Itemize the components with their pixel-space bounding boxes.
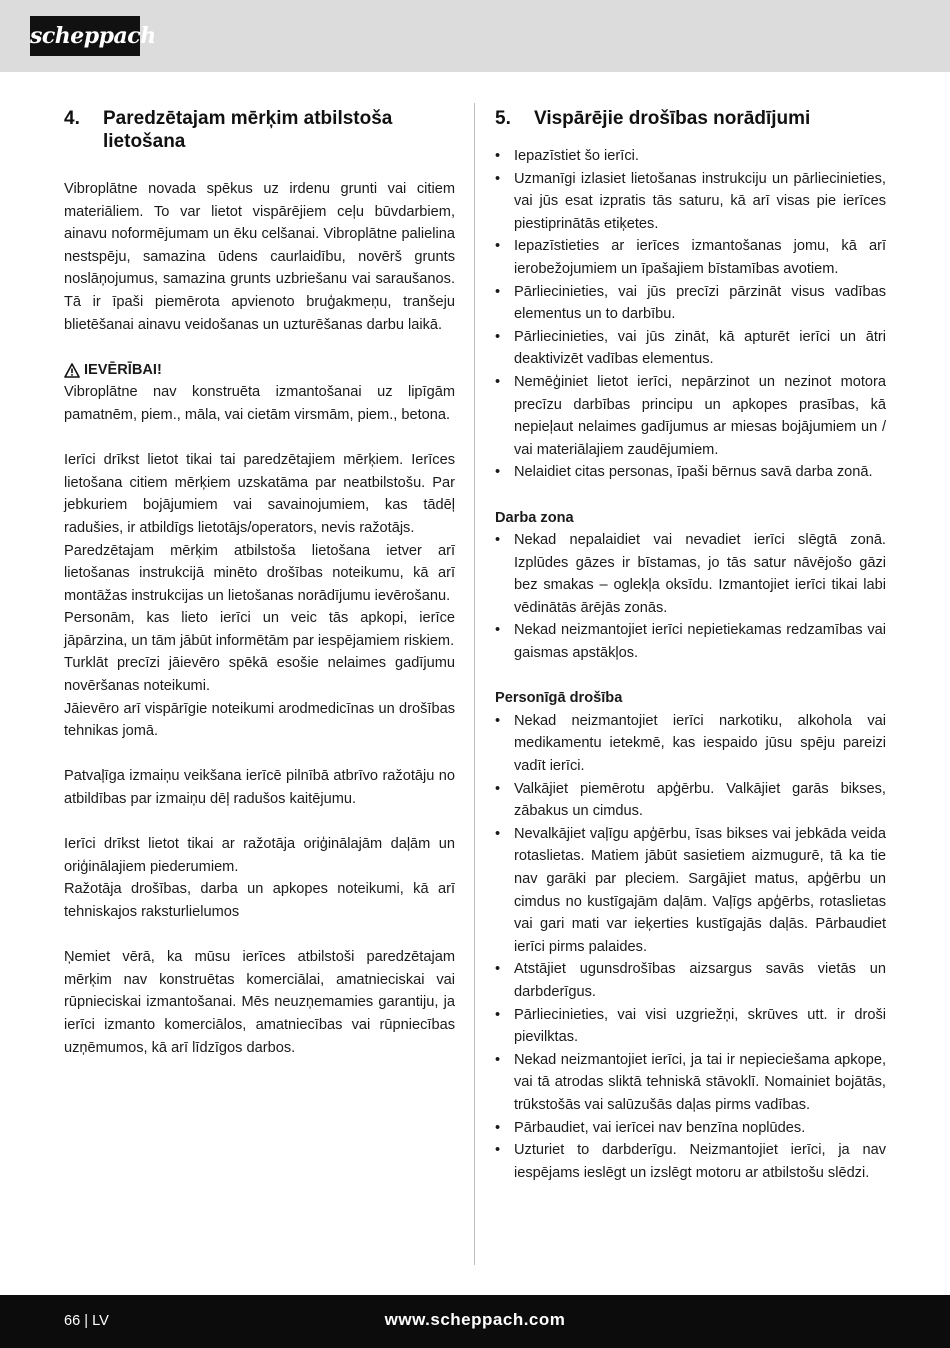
warning-triangle-icon: [64, 363, 80, 378]
work-zone-list: [495, 529, 886, 665]
paragraph: Ņemiet vērā, ka mūsu ierīces atbilstoši paredzētajam mērķim nav konstruētas komerciālai, amatnieciskai vai rūpnieciskai izmantošanai. Mēs neuzņemamies garantiju, ja ierīci izmanto komerciālos, amatniecības vai rūpniecības uzņēmumos, kā arī līdzīgos darbos.: [64, 949, 455, 1056]
paragraph: Patvaļīga izmaiņu veikšana ierīcē pilnībā atbrīvo ražotāju no atbildības par izmaiņu dēļ radušos kaitējumu.: [64, 768, 455, 808]
scheppach-logo: scheppach: [30, 16, 140, 56]
paragraph: Paredzētajam mērķim atbilstoša lietošana ietver arī lietošanas instrukcijā minēto drošības noteikumu, kā arī montāžas instrukcijas un lietošanas norādījumu ievērošanu.: [64, 542, 455, 604]
website-url: www.scheppach.com: [384, 1310, 566, 1329]
list-item: • Nekad neizmantojiet ierīci nepietiekamas redzamības vai gaismas apstākļos.: [495, 619, 886, 664]
page-number: 66 | LV: [64, 1313, 109, 1329]
list-item: • Pārbaudiet, vai ierīcei nav benzīna noplūdes.: [495, 1117, 886, 1140]
list-item: • Nekad neizmantojiet ierīci narkotiku, alkohola vai medikamentu ietekmē, kas iespaido jūsu spēju pareizi vadīt ierīci.: [495, 710, 886, 778]
section-intended-use: [64, 107, 455, 1059]
paragraph: Vibroplātne novada spēkus uz irdenu grunti vai citiem materiāliem. To var lietot vispārējiem ceļu būvdarbiem, ainavu noformējumam un ēku celšanai. Vibroplātne palielina nestspēju, samazina ūdens caurlaidību, novērš grunts noslāņojumus, samazina grunts uzbriešanu vai saraušanos. Tā ir īpaši piemērota apvienoto bruģakmeņu, tranšeju blietēšanai ainavu veidošanas un uzturēšanas darbu laikā.: [64, 181, 455, 333]
list-item: • Pārliecinieties, vai jūs precīzi pārzināt visus vadības elementus un to darbību.: [495, 281, 886, 326]
general-safety-list: [495, 145, 886, 484]
list-item: • Pārliecinieties, vai visi uzgriežņi, skrūves utt. ir droši pievilktas.: [495, 1004, 886, 1049]
section-number: 4.: [64, 108, 80, 129]
section-number: 5.: [495, 108, 511, 129]
list-item: • Uzturiet to darbderīgu. Neizmantojiet ierīci, ja nav iespējams ieslēgt un izslēgt motoru ar atbilstošu slēdzi.: [495, 1139, 886, 1184]
warning-title: IEVĒRĪBAI!: [84, 361, 162, 378]
work-zone-heading: Darba zona: [495, 509, 574, 526]
warning-heading: [64, 359, 455, 382]
list-item: • Nekad neizmantojiet ierīci, ja tai ir nepieciešama apkope, vai tā atrodas sliktā tehniskā stāvoklī. Nomainiet bojātās, trūkstošās vai salūzušās daļas pirms vadības.: [495, 1049, 886, 1117]
list-item: • Valkājiet piemērotu apģērbu. Valkājiet garās bikses, zābakus un cimdus.: [495, 778, 886, 823]
list-item: • Nekad nepalaidiet vai nevadiet ierīci slēgtā zonā. Izplūdes gāzes ir bīstamas, jo tās satur nāvējošo gāzi bez smakas – oglekļa oksīdu. Izmantojiet ierīci tikai labi vēdinātās ārējās zonās.: [495, 529, 886, 619]
section-heading: Paredzētajam mērķim atbilstoša lietošana: [103, 108, 393, 152]
section-4-title: [64, 107, 455, 153]
list-item: • Nevalkājiet vaļīgu apģērbu, īsas bikses vai jebkāda veida rotaslietas. Matiem jābūt sasietiem aizmugurē, tā ka tie nav garāki par pleciem. Sargājiet matus, apģērbu un cimdus no kustīgajām daļām. Vaļīgs apģērbs, rotaslietas vai gari mati var ieķerties kustīgajās daļās. Pārbaudiet ierīci pirms palaides.: [495, 823, 886, 959]
section-5-title: [495, 107, 886, 130]
paragraph: Ražotāja drošības, darba un apkopes noteikumi, kā arī tehniskajos raksturlielumos: [64, 881, 455, 920]
list-item: • Iepazīstiet šo ierīci.: [495, 145, 886, 168]
paragraph: Ierīci drīkst lietot tikai ar ražotāja oriģinālajām daļām un oriģinālajiem piederumiem.: [64, 836, 455, 875]
list-item: • Iepazīstieties ar ierīces izmantošanas jomu, kā arī ierobežojumiem un īpašajiem bīstamības avotiem.: [495, 235, 886, 280]
warning-text: Vibroplātne nav konstruēta izmantošanai uz lipīgām pamatnēm, piem., māla, vai cietām virsmām, piem., betona.: [64, 384, 455, 423]
paragraph: Turklāt precīzi jāievēro spēkā esošie nelaimes gadījumu novēršanas noteikumi.: [64, 655, 455, 695]
list-item: • Atstājiet ugunsdrošības aizsargus savās vietās un darbderīgus.: [495, 958, 886, 1003]
personal-safety-list: [495, 710, 886, 1184]
column-divider: [474, 103, 475, 1265]
paragraph: Personām, kas lieto ierīci un veic tās apkopi, ierīce jāpārzina, un tām jābūt informētām par iespējamiem riskiem.: [64, 610, 455, 649]
list-item: • Uzmanīgi izlasiet lietošanas instrukciju un pārliecinieties, vai jūs esat izpratis tās saturu, kā arī visas pie ierīces piestiprinātās etiķetes.: [495, 168, 886, 236]
paragraph: Jāievēro arī vispārīgie noteikumi arodmedicīnas un drošības tehnikas jomā.: [64, 700, 455, 740]
paragraph: Ierīci drīkst lietot tikai tai paredzētajiem mērķiem. Ierīces lietošana citiem mērķiem uzskatāma par neatbilstošu. Par jebkuriem bojājumiem vai savainojumiem, kas tādēļ radušies, ir atbildīgs lietotājs/operators, nevis ražotājs.: [64, 452, 455, 536]
list-item: • Pārliecinieties, vai jūs zināt, kā apturēt ierīci un ātri deaktivizēt vadības elementus.: [495, 326, 886, 371]
list-item: • Nemēģiniet lietot ierīci, nepārzinot un nezinot motora precīzu darbības principu un apkopes prasības, kā nepieļaut nelaimes gadījumus ar miesas bojājumiem un / vai materiālajiem zaudējumiem.: [495, 371, 886, 461]
page-header: [0, 0, 950, 72]
section-heading: Vispārējie drošības norādījumi: [534, 108, 811, 129]
list-item: • Nelaidiet citas personas, īpaši bērnus savā darba zonā.: [495, 461, 886, 484]
page-footer: [0, 1295, 950, 1348]
section-safety: [495, 107, 886, 1184]
personal-safety-heading: Personīgā drošība: [495, 690, 623, 707]
